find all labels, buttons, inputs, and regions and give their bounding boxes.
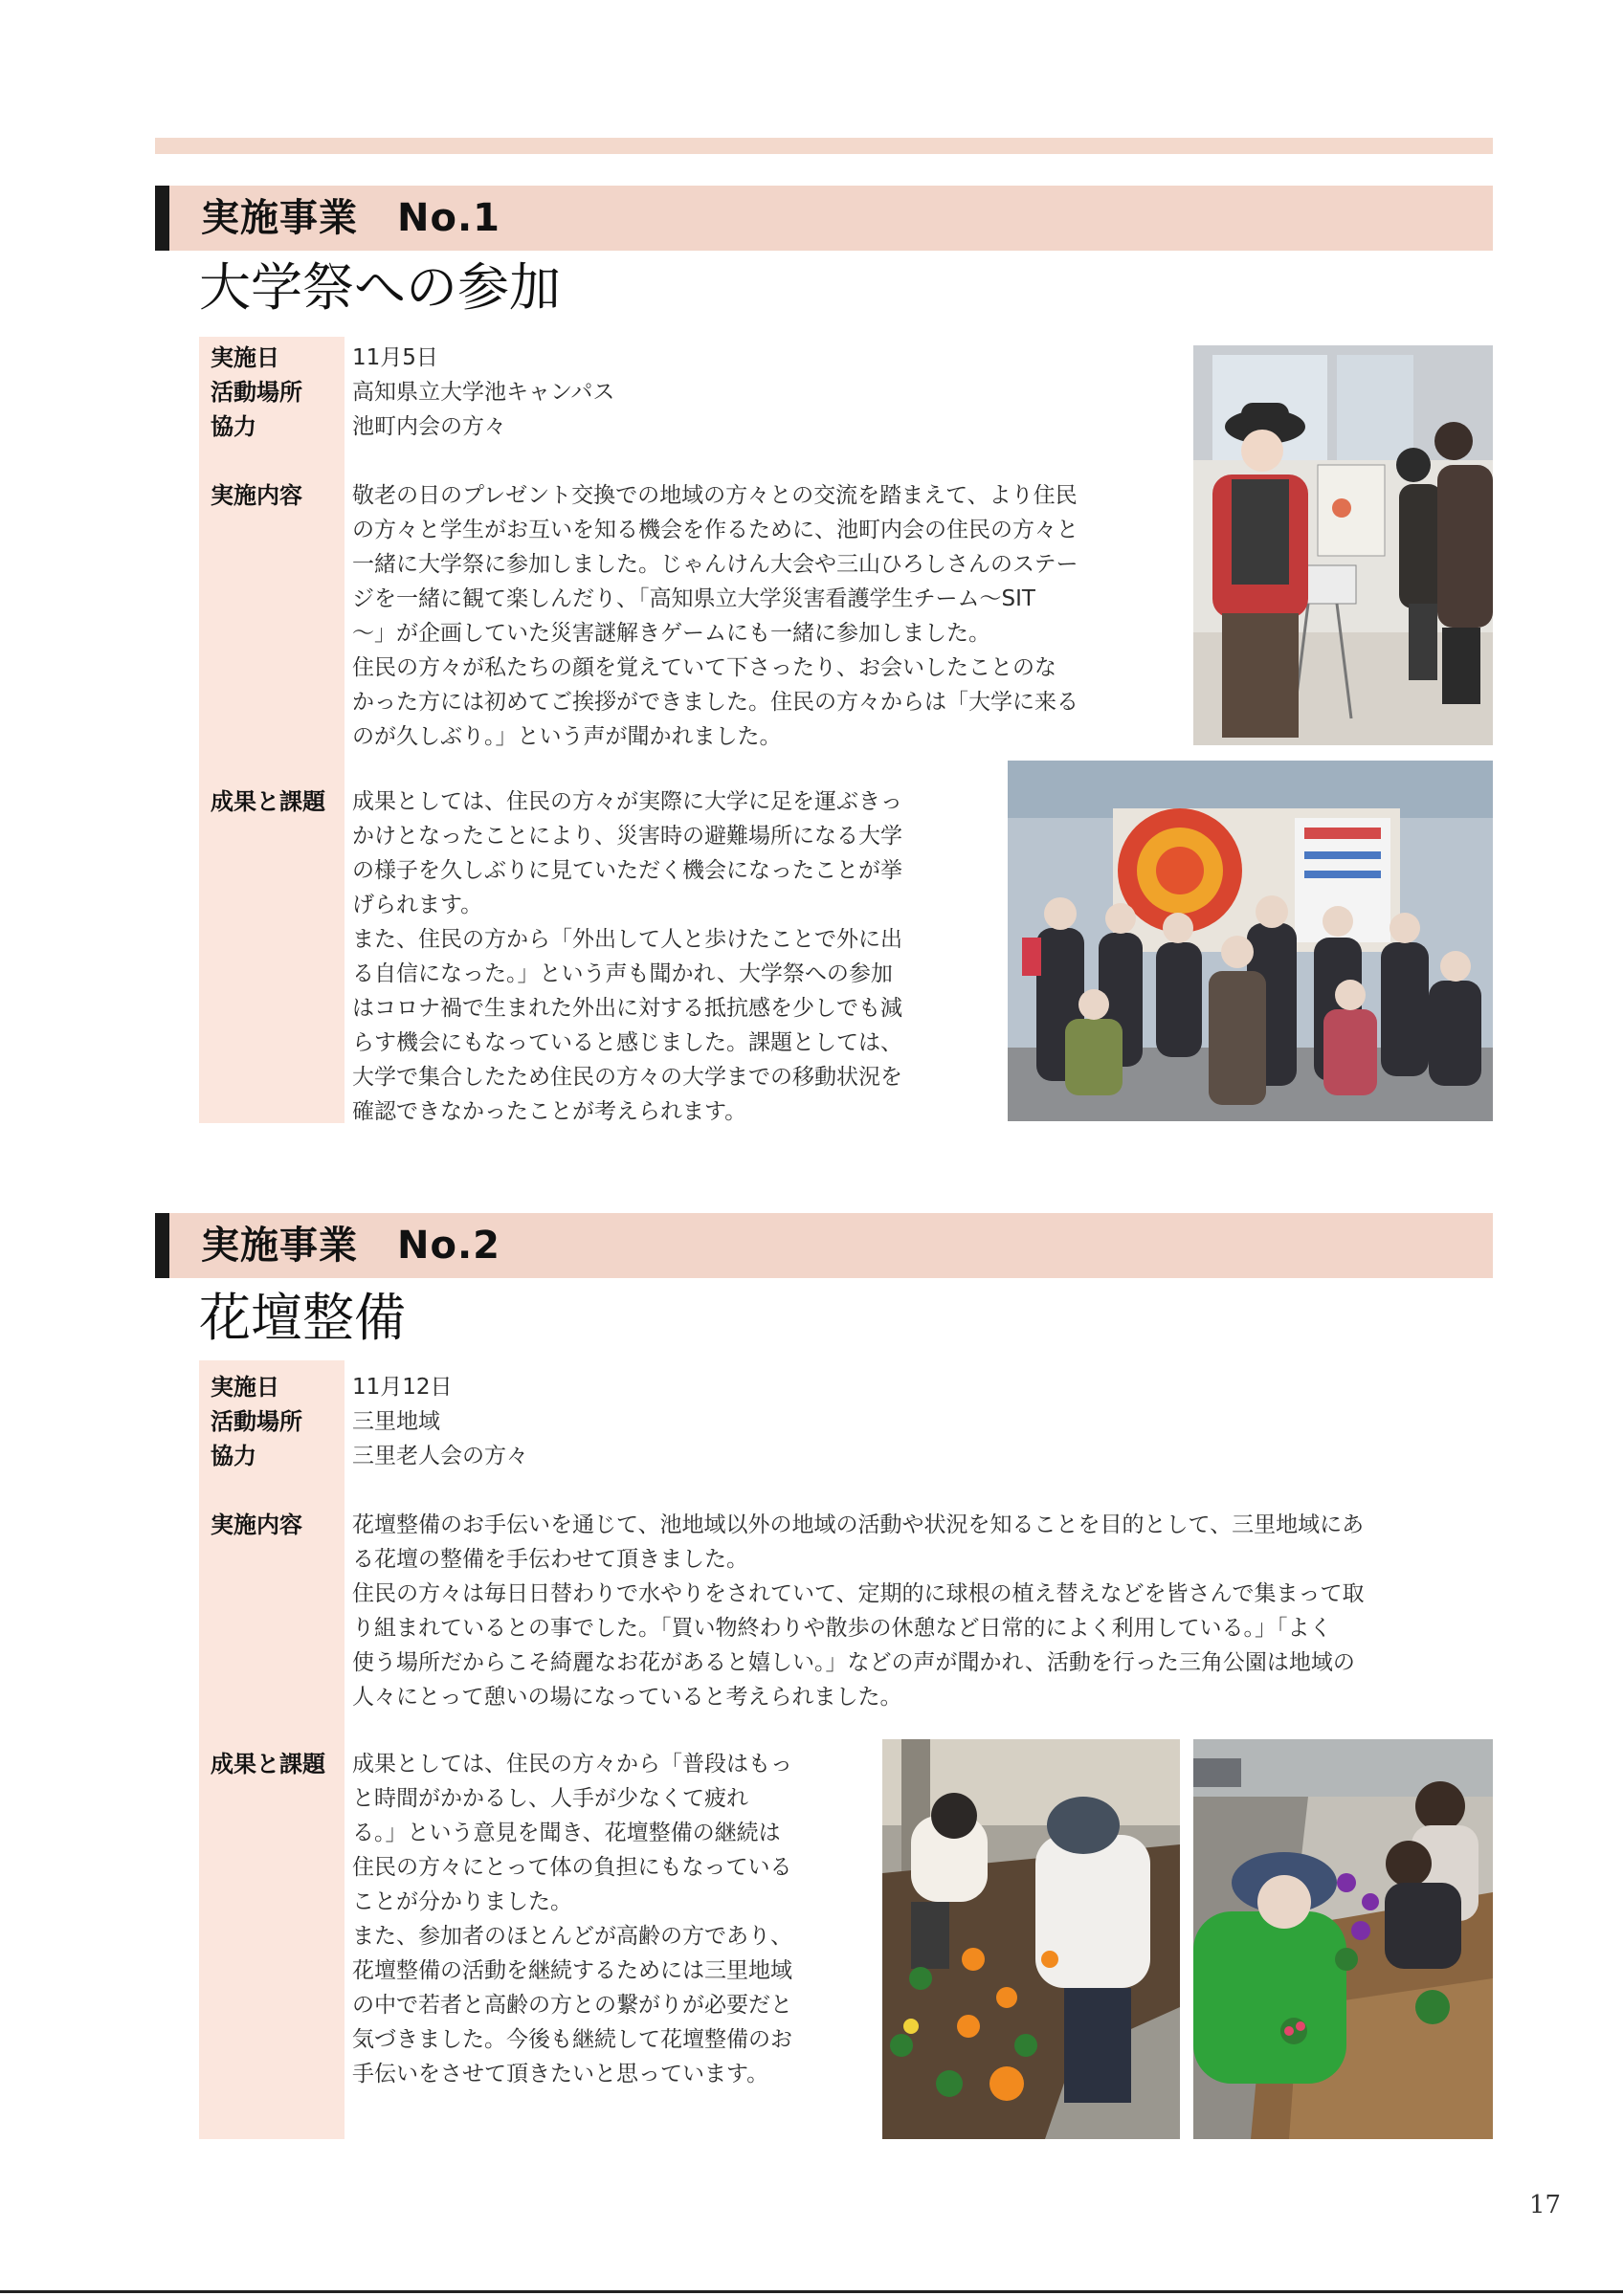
- section-2-content-text: 花壇整備のお手伝いを通じて、池地域以外の地域の活動や状況を知ることを目的として、三里地域にあ る花壇の整備を手伝わせて頂きました。 住民の方々は毎日日替わりで水やりをされていて、定期的に球根の植え替えなどを皆さんで集まって取 り組まれているとの事でした。「買い物終わりや散歩の休憩など日常的によく利用している。」「よく 使う場所だからこそ綺麗なお花があると嬉しい。」などの声が聞かれ、活動を行った三角公園は地域の 人々にとって憩いの場になっていると考えられました。: [352, 1512, 1365, 1710]
- section-1-content-text: 敬老の日のプレゼント交換での地域の方々との交流を踏まえて、より住民 の方々と学生がお互いを知る機会を作るために、池町内会の住民の方々と 一緒に大学祭に参加しました。じゃんけん大会や三山ひろしさんのステー ジを一緒に観て楽しんだり、「高知県立大学災害看護学生チーム～SIT ～」が企画していた災害謎解きゲームにも一緒に参加しました。 住民の方々が私たちの顔を覚えていて下さったり、お会いしたことのな かった方には初めてご挨拶ができました。住民の方々からは「大学に来る のが久しぶり。」という声が聞かれました。: [352, 483, 1078, 749]
- section-2-place-label: 活動場所: [211, 1408, 302, 1435]
- section-2-header: 実施事業 No.2: [201, 1224, 500, 1268]
- section-2-cooperation-label: 協力: [211, 1443, 256, 1469]
- section-2-place: 三里地域: [352, 1409, 440, 1434]
- section-2-title: 花壇整備: [199, 1288, 406, 1348]
- section-2-date-label: 実施日: [211, 1374, 279, 1401]
- section-1-title: 大学祭への参加: [199, 257, 561, 318]
- section-1-results-label: 成果と課題: [211, 788, 325, 815]
- section-1-cooperation-label: 協力: [211, 413, 256, 440]
- photo-flower-bed-planting-left: [882, 1739, 1180, 2139]
- section-1-content-label: 実施内容: [211, 482, 302, 509]
- section-2-content-label: 実施内容: [211, 1512, 302, 1538]
- section-2-results-text: 成果としては、住民の方々から「普段はもっ と時間がかかるし、人手が少なくて疲れ る。」という意見を聞き、花壇整備の継続は 住民の方々にとって体の負担にもなっている ことが分かりました。 また、参加者のほとんどが高齢の方であり、 花壇整備の活動を継続するためには三里地域 の中で若者と高齢の方との繋がりが必要だと 気づきました。今後も継続して花壇整備のお 手伝いをさせて頂きたいと思っています。: [352, 1752, 792, 2086]
- photo-residents-game-board: [1193, 345, 1493, 745]
- section-2-header-bar: [155, 1213, 1493, 1278]
- bottom-rule: [0, 2290, 1623, 2293]
- section-1-header: 実施事業 No.1: [201, 196, 500, 240]
- section-2-date: 11月12日: [352, 1375, 453, 1400]
- section-1-results-text: 成果としては、住民の方々が実際に大学に足を運ぶきっ かけとなったことにより、災害時の避難場所になる大学 の様子を久しぶりに見ていただく機会になったことが挙 げられます。 また、住民の方から「外出して人と歩けたことで外に出 る自信になった。」という声も聞かれ、大学祭への参加 はコロナ禍で生まれた外出に対する抵抗感を少しでも減 らす機会にもなっていると感じました。課題としては、 大学で集合したため住民の方々の大学までの移動状況を 確認できなかったことが考えられます。: [352, 789, 902, 1124]
- page-number: 17: [1529, 2191, 1562, 2219]
- section-1-header-bar: [155, 186, 1493, 251]
- section-2-results-label: 成果と課題: [211, 1751, 325, 1777]
- photo-group-at-festival: [1008, 761, 1493, 1121]
- section-1-date-label: 実施日: [211, 344, 279, 371]
- section-1-label-column: [199, 337, 345, 1123]
- section-1-header-mark: [155, 186, 169, 251]
- section-1-place: 高知県立大学池キャンパス: [352, 380, 615, 405]
- photo-flower-bed-planting-right: [1193, 1739, 1493, 2139]
- section-2-cooperation: 三里老人会の方々: [352, 1444, 528, 1468]
- section-1-cooperation: 池町内会の方々: [352, 414, 506, 439]
- section-1-place-label: 活動場所: [211, 379, 302, 406]
- section-2-header-mark: [155, 1213, 169, 1278]
- section-1-date: 11月5日: [352, 345, 438, 370]
- top-decorative-rule: [155, 138, 1493, 154]
